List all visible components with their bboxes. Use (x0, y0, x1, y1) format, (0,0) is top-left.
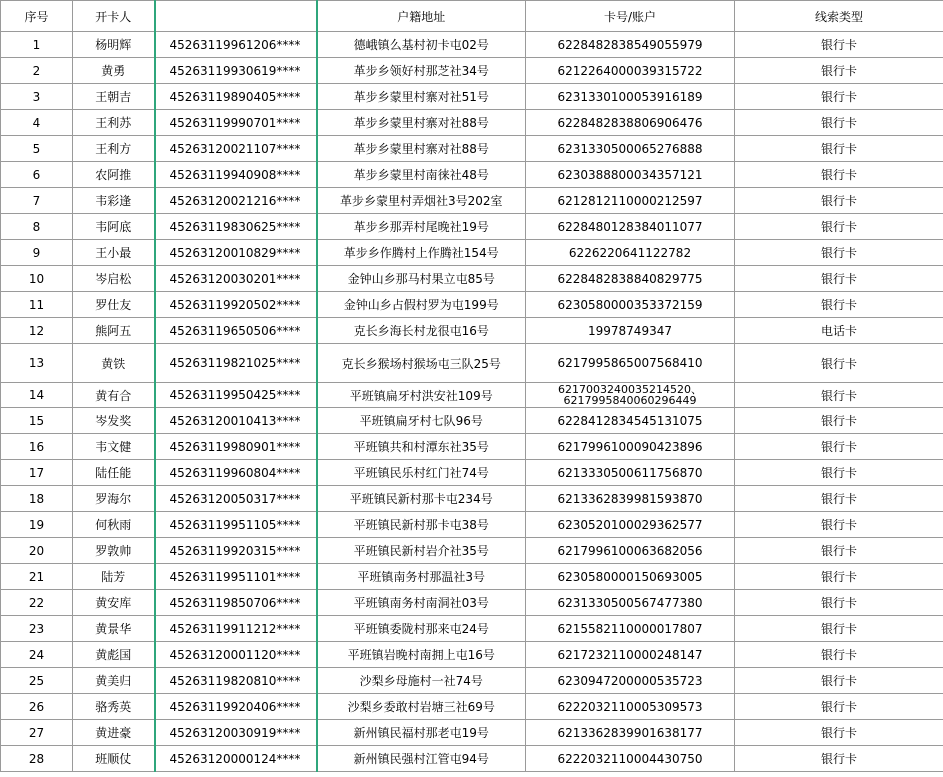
table-row (1, 694, 943, 720)
cell-clue-type[interactable]: 银行卡 (735, 344, 943, 383)
cell-index[interactable]: 24 (1, 642, 73, 668)
cell-id-number[interactable]: 45263119951105**** (155, 512, 317, 538)
table-row (1, 318, 943, 344)
cell-cardholder[interactable]: 农阿推 (73, 162, 155, 188)
table-row (1, 84, 943, 110)
table-row (1, 538, 943, 564)
cell-cardholder[interactable]: 黄勇 (73, 58, 155, 84)
cell-address[interactable]: 革步乡那弄村尾晚社19号 (317, 214, 526, 240)
cell-account[interactable]: 6230580000353372159 (526, 292, 735, 318)
cell-cardholder[interactable]: 黄铁 (73, 344, 155, 383)
header-address[interactable]: 户籍地址 (317, 1, 526, 32)
cell-cardholder[interactable]: 岑发奖 (73, 408, 155, 434)
cell-address[interactable]: 平班镇扁牙村洪安社109号 (317, 383, 526, 408)
cell-cardholder[interactable]: 罗仕友 (73, 292, 155, 318)
cell-account[interactable]: 6228412834545131075 (526, 408, 735, 434)
cell-cardholder[interactable]: 韦阿底 (73, 214, 155, 240)
table-row (1, 240, 943, 266)
cell-address[interactable]: 德峨镇么基村初卡屯02号 (317, 32, 526, 58)
table-row (1, 746, 943, 772)
cell-account[interactable]: 6212264000039315722 (526, 58, 735, 84)
cell-index[interactable]: 25 (1, 668, 73, 694)
cell-index[interactable]: 10 (1, 266, 73, 292)
cell-address[interactable]: 克长乡海长村龙很屯16号 (317, 318, 526, 344)
table-row (1, 616, 943, 642)
cell-clue-type[interactable]: 银行卡 (735, 110, 943, 136)
cell-account[interactable]: 6217996100090423896 (526, 434, 735, 460)
cell-cardholder[interactable]: 黄安库 (73, 590, 155, 616)
table-row (1, 32, 943, 58)
header-index[interactable]: 序号 (1, 1, 73, 32)
cell-account[interactable]: 6217996100063682056 (526, 538, 735, 564)
cell-id-number[interactable]: 45263119950425**** (155, 383, 317, 408)
cell-address[interactable]: 革步乡作腾村上作腾社154号 (317, 240, 526, 266)
cell-index[interactable]: 12 (1, 318, 73, 344)
cell-id-number[interactable]: 45263119961206**** (155, 32, 317, 58)
table-row (1, 512, 943, 538)
cell-clue-type[interactable]: 银行卡 (735, 383, 943, 408)
cell-id-number[interactable]: 45263119850706**** (155, 590, 317, 616)
cell-account[interactable]: 6213330500611756870 (526, 460, 735, 486)
table-row (1, 564, 943, 590)
cell-clue-type[interactable]: 银行卡 (735, 746, 943, 772)
cell-account[interactable]: 6213362839901638177 (526, 720, 735, 746)
cell-account[interactable]: 6228482838806906476 (526, 110, 735, 136)
cell-cardholder[interactable]: 熊阿五 (73, 318, 155, 344)
cell-clue-type[interactable]: 银行卡 (735, 266, 943, 292)
cell-account[interactable]: 19978749347 (526, 318, 735, 344)
header-row (1, 1, 943, 32)
cell-id-number[interactable]: 45263120021216**** (155, 188, 317, 214)
cell-clue-type[interactable]: 银行卡 (735, 460, 943, 486)
cell-clue-type[interactable]: 银行卡 (735, 292, 943, 318)
cell-account[interactable]: 6213362839981593870 (526, 486, 735, 512)
cell-address[interactable]: 平班镇委陇村那来屯24号 (317, 616, 526, 642)
cell-clue-type[interactable]: 银行卡 (735, 720, 943, 746)
cell-account[interactable]: 6222032110005309573 (526, 694, 735, 720)
header-id-number[interactable] (155, 1, 317, 32)
cell-id-number[interactable]: 45263119830625**** (155, 214, 317, 240)
cell-clue-type[interactable]: 银行卡 (735, 434, 943, 460)
cell-account[interactable] (526, 383, 735, 408)
cell-index[interactable]: 7 (1, 188, 73, 214)
cell-index[interactable]: 3 (1, 84, 73, 110)
cell-account[interactable]: 6231330500065276888 (526, 136, 735, 162)
cell-account[interactable]: 6230388800034357121 (526, 162, 735, 188)
cell-clue-type[interactable]: 电话卡 (735, 318, 943, 344)
cell-cardholder[interactable]: 黄彪国 (73, 642, 155, 668)
cell-cardholder[interactable]: 黄进豪 (73, 720, 155, 746)
cell-address[interactable]: 革步乡领好村那芝社34号 (317, 58, 526, 84)
cell-id-number[interactable]: 45263120021107**** (155, 136, 317, 162)
table-body (1, 32, 943, 772)
cell-account[interactable]: 6217995865007568410 (526, 344, 735, 383)
cell-account[interactable]: 6230520100029362577 (526, 512, 735, 538)
cell-address[interactable]: 平班镇共和村潭东社35号 (317, 434, 526, 460)
table-row (1, 58, 943, 84)
cell-clue-type[interactable]: 银行卡 (735, 214, 943, 240)
cell-account[interactable]: 6226220641122782 (526, 240, 735, 266)
cell-index[interactable]: 19 (1, 512, 73, 538)
cell-address[interactable]: 平班镇民新村那卡屯38号 (317, 512, 526, 538)
cell-cardholder[interactable]: 罗敦帅 (73, 538, 155, 564)
cell-address[interactable]: 革步乡蒙里村寨对社51号 (317, 84, 526, 110)
cell-clue-type[interactable]: 银行卡 (735, 188, 943, 214)
cell-id-number[interactable]: 45263120050317**** (155, 486, 317, 512)
cell-clue-type[interactable]: 银行卡 (735, 486, 943, 512)
cell-cardholder[interactable]: 黄美归 (73, 668, 155, 694)
cell-address[interactable]: 沙梨乡母施村一社74号 (317, 668, 526, 694)
cell-index[interactable]: 27 (1, 720, 73, 746)
cell-id-number[interactable]: 45263119920502**** (155, 292, 317, 318)
cell-clue-type[interactable]: 银行卡 (735, 84, 943, 110)
cell-address[interactable]: 沙梨乡委敢村岩塘三社69号 (317, 694, 526, 720)
cell-cardholder[interactable]: 黄景华 (73, 616, 155, 642)
header-account[interactable]: 卡号/账户 (526, 1, 735, 32)
cell-cardholder[interactable]: 陆芳 (73, 564, 155, 590)
cell-clue-type[interactable]: 银行卡 (735, 136, 943, 162)
cell-index[interactable]: 9 (1, 240, 73, 266)
cell-cardholder[interactable]: 陆任能 (73, 460, 155, 486)
cell-cardholder[interactable]: 王朝吉 (73, 84, 155, 110)
cell-cardholder[interactable]: 韦文健 (73, 434, 155, 460)
cell-index[interactable]: 16 (1, 434, 73, 460)
cell-cardholder[interactable]: 王小最 (73, 240, 155, 266)
cell-index[interactable]: 8 (1, 214, 73, 240)
cell-account[interactable]: 6215582110000017807 (526, 616, 735, 642)
cell-id-number[interactable]: 45263120010413**** (155, 408, 317, 434)
cell-clue-type[interactable]: 银行卡 (735, 642, 943, 668)
cell-account[interactable]: 6228480128384011077 (526, 214, 735, 240)
cell-address[interactable]: 金钟山乡那马村果立屯85号 (317, 266, 526, 292)
table-row (1, 214, 943, 240)
table-row (1, 292, 943, 318)
cell-id-number[interactable]: 45263119920315**** (155, 538, 317, 564)
cell-clue-type[interactable]: 银行卡 (735, 240, 943, 266)
cell-address[interactable]: 新州镇民福村那老屯19号 (317, 720, 526, 746)
cell-index[interactable]: 20 (1, 538, 73, 564)
cell-index[interactable]: 17 (1, 460, 73, 486)
cell-cardholder[interactable]: 王利苏 (73, 110, 155, 136)
cell-cardholder[interactable]: 班顺仗 (73, 746, 155, 772)
cell-clue-type[interactable]: 银行卡 (735, 590, 943, 616)
cell-index[interactable]: 22 (1, 590, 73, 616)
cell-id-number[interactable]: 45263119920406**** (155, 694, 317, 720)
cell-address[interactable]: 革步乡蒙里村南徕社48号 (317, 162, 526, 188)
cell-cardholder[interactable]: 杨明辉 (73, 32, 155, 58)
cell-index[interactable]: 6 (1, 162, 73, 188)
table-row (1, 110, 943, 136)
table-row (1, 720, 943, 746)
cell-clue-type[interactable]: 银行卡 (735, 58, 943, 84)
table-row (1, 590, 943, 616)
cell-index[interactable]: 2 (1, 58, 73, 84)
cell-id-number[interactable]: 45263120030919**** (155, 720, 317, 746)
cell-address[interactable]: 金钟山乡占假村罗为屯199号 (317, 292, 526, 318)
cell-index[interactable]: 14 (1, 383, 73, 408)
header-cardholder[interactable]: 开卡人 (73, 1, 155, 32)
cell-id-number[interactable]: 45263120030201**** (155, 266, 317, 292)
cell-clue-type[interactable]: 银行卡 (735, 616, 943, 642)
cell-address[interactable]: 平班镇民新村那卡屯234号 (317, 486, 526, 512)
account-line: 6217995840060296449 (563, 394, 697, 407)
cell-clue-type[interactable]: 银行卡 (735, 668, 943, 694)
cell-id-number[interactable]: 45263119951101**** (155, 564, 317, 590)
cell-account[interactable]: 6230580000150693005 (526, 564, 735, 590)
table-row (1, 344, 943, 383)
cell-id-number[interactable]: 45263119650506**** (155, 318, 317, 344)
cell-cardholder[interactable]: 何秋雨 (73, 512, 155, 538)
cell-index[interactable]: 23 (1, 616, 73, 642)
cell-account[interactable]: 6212812110000212597 (526, 188, 735, 214)
cell-id-number[interactable]: 45263119930619**** (155, 58, 317, 84)
cell-clue-type[interactable]: 银行卡 (735, 512, 943, 538)
cell-cardholder[interactable]: 王利方 (73, 136, 155, 162)
cell-index[interactable]: 4 (1, 110, 73, 136)
cell-address[interactable]: 革步乡蒙里村寨对社88号 (317, 110, 526, 136)
cell-account[interactable]: 6228482838840829775 (526, 266, 735, 292)
table-row (1, 486, 943, 512)
cell-id-number[interactable]: 45263119820810**** (155, 668, 317, 694)
cell-address[interactable]: 平班镇民乐村红门社74号 (317, 460, 526, 486)
cell-index[interactable]: 1 (1, 32, 73, 58)
cell-account[interactable]: 6222032110004430750 (526, 746, 735, 772)
cell-address[interactable]: 革步乡蒙里村弄烟社3号202室 (317, 188, 526, 214)
cell-id-number[interactable]: 45263119911212**** (155, 616, 317, 642)
cell-id-number[interactable]: 45263120001120**** (155, 642, 317, 668)
cell-index[interactable]: 21 (1, 564, 73, 590)
cell-index[interactable]: 13 (1, 344, 73, 383)
cell-id-number[interactable]: 45263119890405**** (155, 84, 317, 110)
cell-clue-type[interactable]: 银行卡 (735, 538, 943, 564)
cell-index[interactable]: 28 (1, 746, 73, 772)
cell-id-number[interactable]: 45263119960804**** (155, 460, 317, 486)
table-row (1, 266, 943, 292)
cell-id-number[interactable]: 45263119940908**** (155, 162, 317, 188)
account-line: 6217003240035214520、 (558, 383, 702, 396)
table-row (1, 188, 943, 214)
cell-cardholder[interactable]: 韦彩逢 (73, 188, 155, 214)
table-row (1, 668, 943, 694)
cell-clue-type[interactable]: 银行卡 (735, 408, 943, 434)
cell-address[interactable]: 平班镇南务村南洞社03号 (317, 590, 526, 616)
cell-cardholder[interactable]: 骆秀英 (73, 694, 155, 720)
cell-address[interactable]: 克长乡猴场村猴场屯三队25号 (317, 344, 526, 383)
cell-address[interactable]: 平班镇岩晚村南拥上屯16号 (317, 642, 526, 668)
cell-cardholder[interactable]: 罗海尔 (73, 486, 155, 512)
cell-index[interactable]: 5 (1, 136, 73, 162)
cell-address[interactable]: 新州镇民强村江管屯94号 (317, 746, 526, 772)
cell-clue-type[interactable]: 银行卡 (735, 162, 943, 188)
table-row (1, 434, 943, 460)
cell-address[interactable]: 平班镇南务村那温社3号 (317, 564, 526, 590)
cell-id-number[interactable]: 45263119990701**** (155, 110, 317, 136)
table-row (1, 383, 943, 408)
cell-index[interactable]: 26 (1, 694, 73, 720)
cell-address[interactable]: 平班镇扁牙村七队96号 (317, 408, 526, 434)
cell-clue-type[interactable]: 银行卡 (735, 694, 943, 720)
cell-clue-type[interactable]: 银行卡 (735, 564, 943, 590)
table-row (1, 460, 943, 486)
table-row (1, 642, 943, 668)
cell-account[interactable]: 6217232110000248147 (526, 642, 735, 668)
cell-id-number[interactable]: 45263119980901**** (155, 434, 317, 460)
cell-id-number[interactable]: 45263120010829**** (155, 240, 317, 266)
cell-id-number[interactable]: 45263120000124**** (155, 746, 317, 772)
table-row (1, 408, 943, 434)
cell-id-number[interactable]: 45263119821025**** (155, 344, 317, 383)
cell-account[interactable]: 6230947200000535723 (526, 668, 735, 694)
cell-index[interactable]: 11 (1, 292, 73, 318)
cell-account[interactable]: 6231330100053916189 (526, 84, 735, 110)
cell-account[interactable]: 6228482838549055979 (526, 32, 735, 58)
cell-address[interactable]: 平班镇民新村岩介社35号 (317, 538, 526, 564)
cell-index[interactable]: 18 (1, 486, 73, 512)
table-row (1, 162, 943, 188)
table-row (1, 136, 943, 162)
header-clue-type[interactable]: 线索类型 (735, 1, 943, 32)
cell-account[interactable]: 6231330500567477380 (526, 590, 735, 616)
cell-index[interactable]: 15 (1, 408, 73, 434)
cell-address[interactable]: 革步乡蒙里村寨对社88号 (317, 136, 526, 162)
cell-cardholder[interactable]: 岑启松 (73, 266, 155, 292)
cell-cardholder[interactable]: 黄有合 (73, 383, 155, 408)
cell-clue-type[interactable]: 银行卡 (735, 32, 943, 58)
